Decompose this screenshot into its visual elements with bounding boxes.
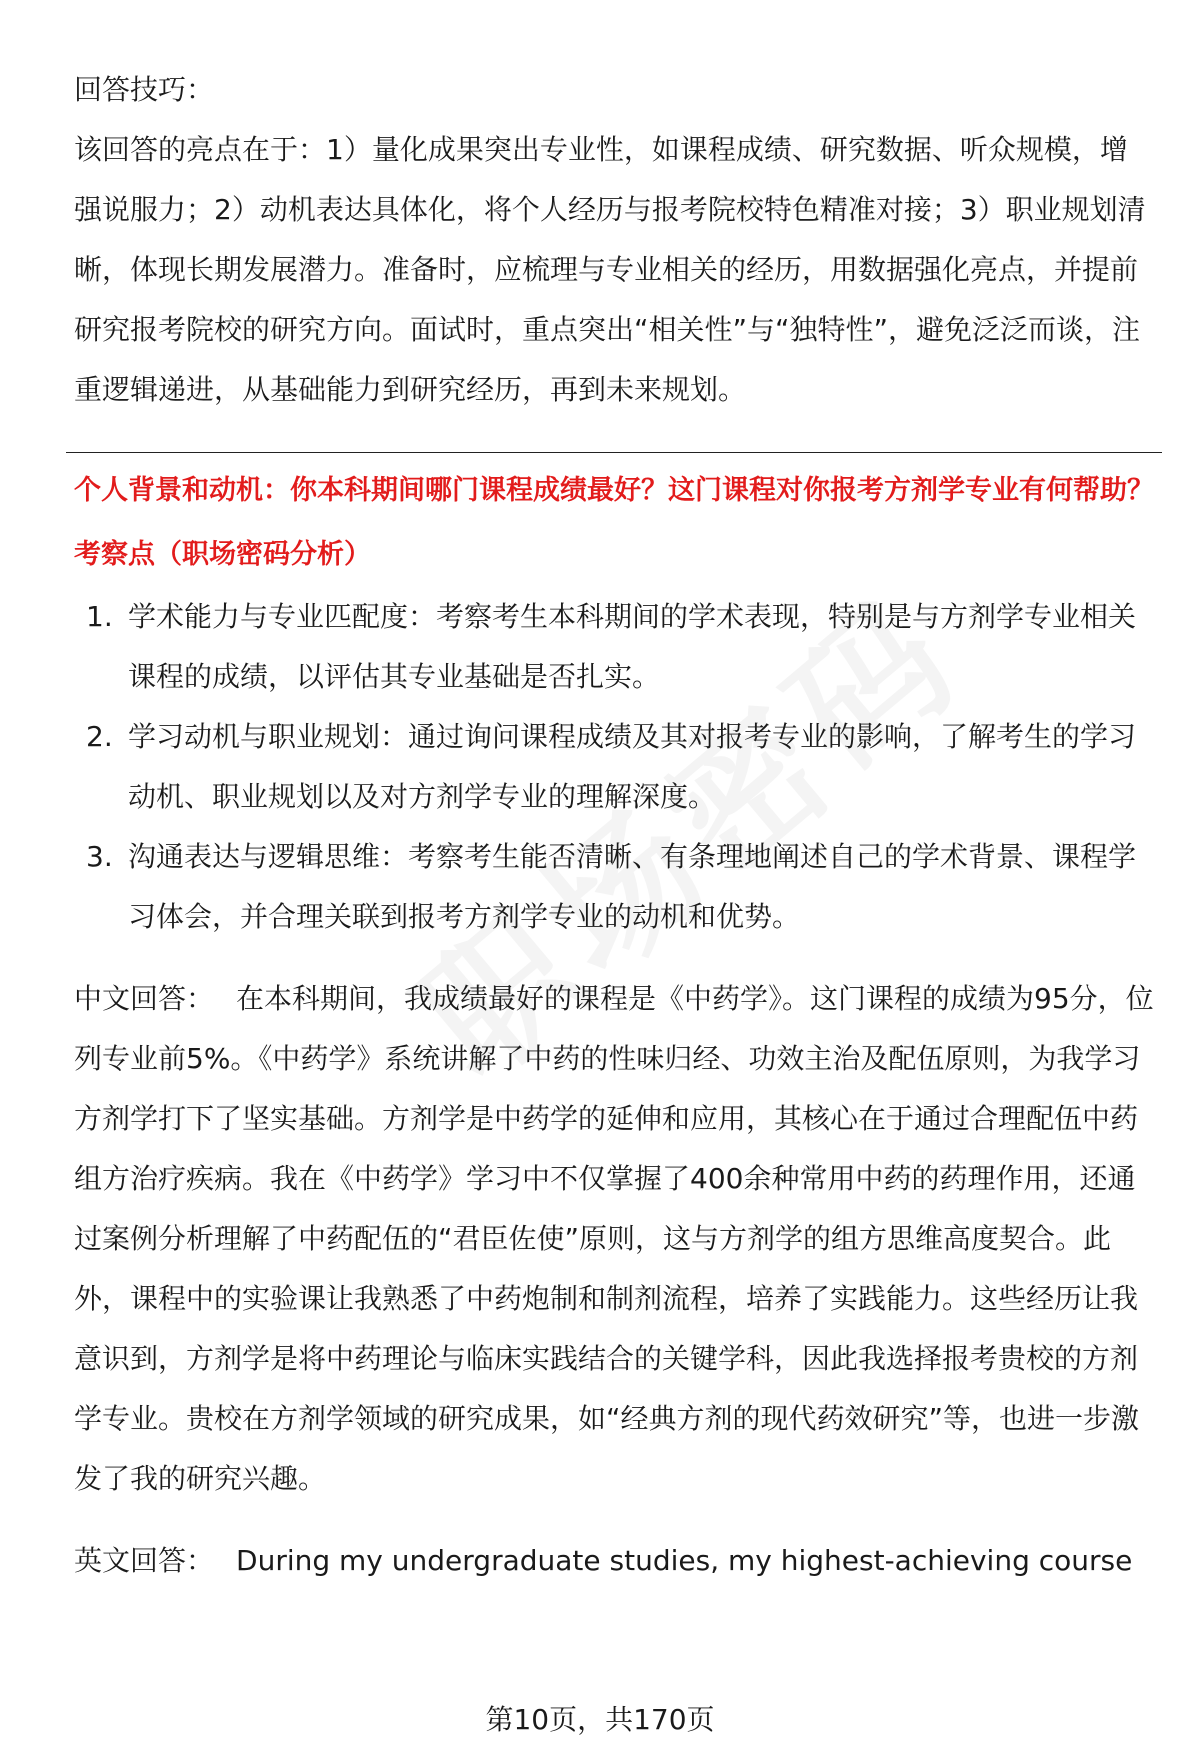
focus-title: 考察点（职场密码分析） xyxy=(74,539,371,570)
list-item-text: 学术能力与专业匹配度：考察考生本科期间的学术表现，特别是与方剂学专业相关课程的成绩，以评估其专业基础是否扎实。 xyxy=(128,600,1137,693)
list-item-text: 沟通表达与逻辑思维：考察考生能否清晰、有条理地阐述自己的学术背景、课程学习体会，并合理关联到报考方剂学专业的动机和优势。 xyxy=(128,840,1137,933)
document-page xyxy=(74,60,1154,1591)
chinese-answer xyxy=(74,969,1154,1509)
tips-label: 回答技巧： xyxy=(74,73,215,106)
list-item-text: 学习动机与职业规划：通过询问课程成绩及其对报考专业的影响，了解考生的学习动机、职业规划以及对方剂学专业的理解深度。 xyxy=(128,720,1137,813)
list-item xyxy=(74,707,1154,827)
section-divider xyxy=(66,452,1162,453)
question-title: 个人背景和动机：你本科期间哪门课程成绩最好？这门课程对你报考方剂学专业有何帮助？ xyxy=(74,475,1154,506)
focus-points-list xyxy=(74,587,1154,947)
english-answer xyxy=(74,1531,1154,1591)
list-item xyxy=(74,827,1154,947)
english-answer-text: During my undergraduate studies, my highest-achieving course xyxy=(236,1544,1133,1577)
list-item-number: 1. xyxy=(86,600,113,633)
list-item xyxy=(74,587,1154,707)
chinese-answer-label: 中文回答： xyxy=(74,982,215,1015)
tips-body: 该回答的亮点在于：1）量化成果突出专业性，如课程成绩、研究数据、听众规模，增强说服力；2）动机表达具体化，将个人经历与报考院校特色精准对接；3）职业规划清晰，体现长期发展潜力。准备时，应梳理与专业相关的经历，用数据强化亮点，并提前研究报考院校的研究方向。面试时，重点突出“相关性”与“独特性”，避免泛泛而谈，注重逻辑递进，从基础能力到研究经历，再到未来规划。 xyxy=(74,133,1146,406)
list-item-number: 2. xyxy=(86,720,113,753)
english-answer-label: 英文回答： xyxy=(74,1544,215,1577)
chinese-answer-text: 在本科期间，我成绩最好的课程是《中药学》。这门课程的成绩为95分，位列专业前5%。《中药学》系统讲解了中药的性味归经、功效主治及配伍原则，为我学习方剂学打下了坚实基础。方剂学是中药学的延伸和应用，其核心在于通过合理配伍中药组方治疗疾病。我在《中药学》学习中不仅掌握了400余种常用中药的药理作用，还通过案例分析理解了中药配伍的“君臣佐使”原则，这与方剂学的组方思维高度契合。此外，课程中的实验课让我熟悉了中药炮制和制剂流程，培养了实践能力。这些经历让我意识到，方剂学是将中药理论与临床实践结合的关键学科，因此我选择报考贵校的方剂学专业。贵校在方剂学领域的研究成果，如“经典方剂的现代药效研究”等，也进一步激发了我的研究兴趣。 xyxy=(74,982,1154,1495)
page-number: 第10页，共170页 xyxy=(485,1703,715,1736)
list-item-number: 3. xyxy=(86,840,113,873)
